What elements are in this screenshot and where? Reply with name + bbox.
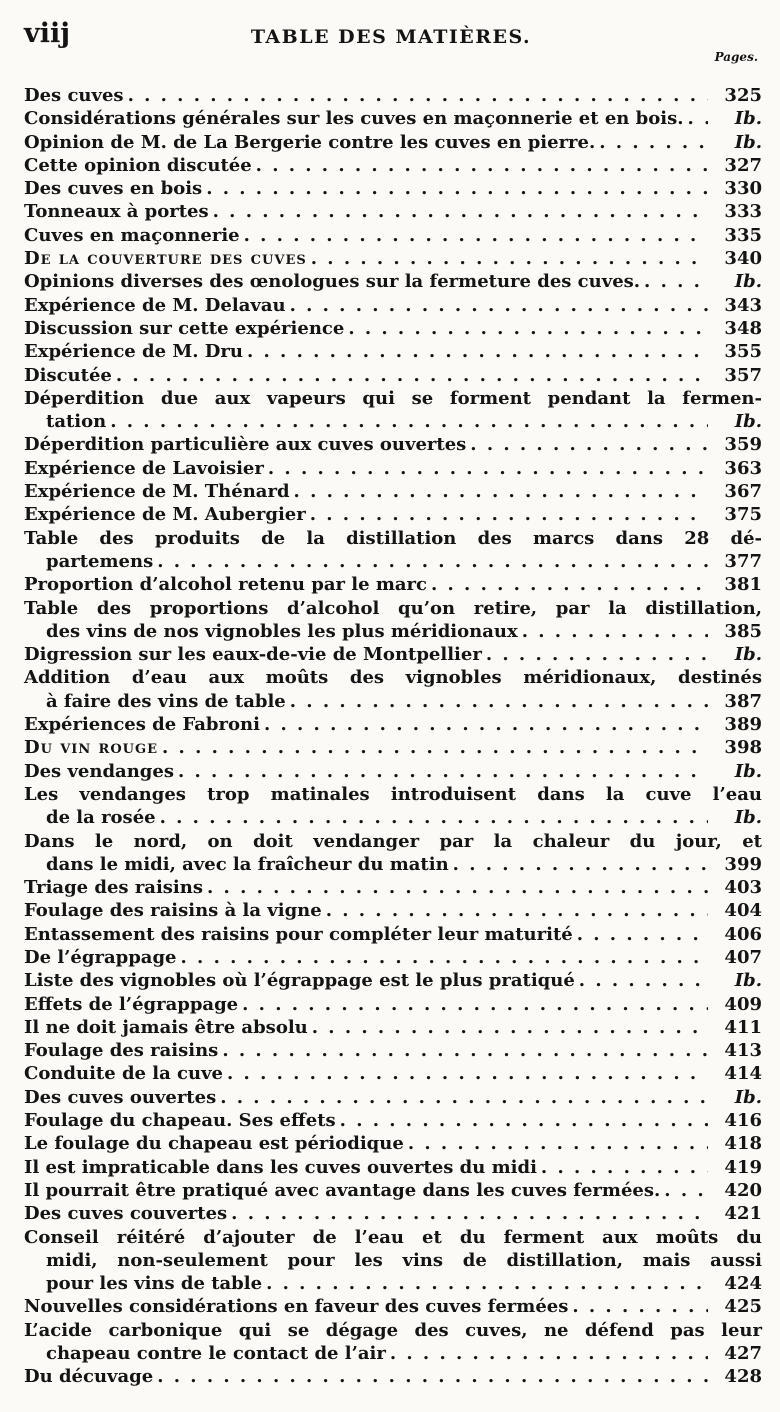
dot-leader [595,131,708,154]
dot-leader [307,247,708,270]
toc-page-number: 418 [724,1133,762,1155]
toc-page-number: 381 [724,574,762,596]
toc-entry-text: Entassement des raisins pour compléter leur maturité [24,923,573,945]
toc-page-number: 427 [724,1343,762,1365]
toc-entry [24,340,762,363]
toc-entry [24,433,762,456]
toc-entry [24,713,762,736]
toc-page-number: 359 [724,434,762,456]
toc-entry [24,247,762,270]
dot-leader [336,1109,708,1132]
toc-page-number: 357 [724,364,762,386]
toc-entry-text: De la couverture des cuves [24,248,307,270]
toc-entry [24,1156,762,1179]
toc-page-number: 414 [724,1063,762,1085]
toc-page-number: 348 [724,317,762,339]
toc-entry [24,364,762,387]
toc-page-number: 367 [724,481,762,503]
toc-entry-text: Proportion d’alcohol retenu par le marc [24,574,427,596]
toc-entry [24,154,762,177]
dot-leader [124,84,708,107]
toc-page-number: 377 [724,550,762,572]
dot-leader [466,433,708,456]
toc-entry [24,760,762,783]
toc-entry-text: Expérience de M. Thénard [24,481,290,503]
toc-entry-text: Triage des raisins [24,877,203,899]
toc-entry [24,480,762,503]
dot-leader [404,1132,708,1155]
toc-entry [24,993,762,1016]
toc-page-number: Ib. [734,644,762,666]
toc-entry-text: Discussion sur cette expérience [24,317,345,339]
toc-page-number: 375 [724,504,762,526]
dot-leader [153,550,708,573]
dot-leader [243,340,708,363]
toc-entry-text: Expérience de M. Dru [24,341,243,363]
dot-leader [308,1016,708,1039]
toc-page-number: 387 [724,690,762,712]
toc-page-number: Ib. [734,1086,762,1108]
toc-page-number: 330 [724,178,762,200]
toc-page-number: 398 [724,737,762,759]
dot-leader [286,294,708,317]
toc-entry [24,1179,762,1202]
toc-entry-continuation: tation [46,411,107,433]
toc-entry-text: Expérience de M. Aubergier [24,504,306,526]
toc-entry-text: Le foulage du chapeau est périodique [24,1133,404,1155]
pages-column-label: Pages. [714,50,758,64]
toc-page-number: 403 [724,877,762,899]
toc-page-number: 424 [724,1273,762,1295]
toc-entry-continuation: partemens [46,550,154,572]
toc-page-number: Ib. [734,807,762,829]
toc-entry-text: Liste des vignobles où l’égrappage est le plus pratiqué [24,970,575,992]
dot-leader [156,806,708,829]
toc-entry [24,946,762,969]
toc-entry [24,1202,762,1225]
dot-leader [227,1202,708,1225]
dot-leader [573,923,708,946]
dot-leader [386,1342,708,1365]
toc-entry-text: Il est impraticable dans les cuves ouvertes du midi [24,1156,537,1178]
toc-entry-text: Foulage des raisins à la vigne [24,900,322,922]
dot-leader [262,1272,708,1295]
toc-page-number: Ib. [734,271,762,293]
dot-leader [260,713,708,736]
toc-entry [24,527,762,574]
toc-entry-text: Table des produits de la distillation des marcs dans 28 dé- [24,527,762,549]
toc-entry [24,1039,762,1062]
toc-entry [24,899,762,922]
toc-entry [24,1086,762,1109]
toc-page-number: 411 [724,1016,762,1038]
dot-leader [482,643,708,666]
toc-entry-text: Conseil réitéré d’ajouter de l’eau et du ferment aux moûts du [24,1226,762,1248]
dot-leader [106,410,708,433]
toc-entry-text: Déperdition particulière aux cuves ouvertes [24,434,467,456]
toc-entry-text: Déperdition due aux vapeurs qui se forment pendant la fermen- [24,387,762,409]
toc-entry [24,1132,762,1155]
toc-entry-text: Conduite de la cuve [24,1063,223,1085]
dot-leader [252,154,708,177]
toc-page-number: 420 [724,1179,762,1201]
toc-page-number: 409 [724,993,762,1015]
toc-entry [24,666,762,713]
dot-leader [568,1295,708,1318]
toc-entry [24,177,762,200]
toc-entry [24,1016,762,1039]
dot-leader [158,736,708,759]
toc-entry-text: Des cuves [24,85,124,106]
toc-entry-text: Des cuves couvertes [24,1203,228,1225]
dot-leader [640,270,708,293]
toc-page-number: 416 [724,1110,762,1132]
toc-entry [24,1062,762,1085]
toc-entry-text: Expérience de M. Delavau [24,294,286,316]
toc-entry-text: Il pourrait être pratiqué avec avantage dans les cuves fermées. [24,1179,661,1201]
toc-entry-continuation: dans le midi, avec la fraîcheur du matin [46,853,449,875]
toc-entry [24,923,762,946]
page-title: TABLE DES MATIÈRES. [250,26,532,48]
toc-entry [24,1365,762,1388]
toc-entry-text: Discutée [24,364,112,386]
dot-leader [238,993,708,1016]
toc-page-number: 406 [724,923,762,945]
toc-page-number: Ib. [734,411,762,433]
dot-leader [537,1156,708,1179]
dot-leader [112,364,708,387]
dot-leader [216,1086,708,1109]
toc-page-number: 404 [724,900,762,922]
toc-entry-continuation: de la rosée [46,807,156,829]
dot-leader [218,1039,708,1062]
toc-entry-text: Considérations générales sur les cuves en maçonnerie et en bois. [24,108,684,130]
dot-leader [660,1179,708,1202]
toc-page-number: 425 [724,1296,762,1318]
toc-entry [24,503,762,526]
dot-leader [153,1365,708,1388]
toc-page-number: 327 [724,154,762,176]
toc-page-number: 419 [724,1156,762,1178]
toc-entry-text: Table des proportions d’alcohol qu’on retire, par la distillation, [24,597,762,619]
toc-entry-text: Les vendanges trop matinales introduisent dans la cuve l’eau [24,783,762,805]
toc-page-number: 335 [724,224,762,246]
toc-entry [24,783,762,830]
dot-leader [575,969,708,992]
dot-leader [518,620,708,643]
toc-entry-text: Des cuves ouvertes [24,1086,217,1108]
toc-page-number: 428 [724,1366,762,1388]
toc-entry-text: L’acide carbonique qui se dégage des cuves, ne défend pas leur [24,1319,762,1341]
toc-entry [24,294,762,317]
toc-entry-text: Opinion de M. de La Bergerie contre les cuves en pierre. [24,131,596,153]
toc-entry [24,1295,762,1318]
toc-page-number: Ib. [734,970,762,992]
toc-page-number: 385 [724,620,762,642]
dot-leader [322,899,708,922]
toc-entry-text: Du vin rouge [24,737,159,759]
toc-entry-text: Cette opinion discutée [24,154,252,176]
toc-entry-text: Nouvelles considérations en faveur des cuves fermées [24,1296,569,1318]
dot-leader [223,1062,708,1085]
dot-leader [202,177,708,200]
dot-leader [449,853,708,876]
toc-page-number: 407 [724,946,762,968]
table-of-contents [24,84,762,1389]
toc-entry-continuation: chapeau contre le contact de l’air [46,1343,386,1365]
dot-leader [264,457,708,480]
toc-entry [24,107,762,130]
page-number: viij [24,18,70,49]
toc-entry-text: Des vendanges [24,760,174,782]
toc-entry [24,1319,762,1366]
dot-leader [290,480,708,503]
toc-page-number: Ib. [734,131,762,153]
toc-entry-text: Dans le nord, on doit vendanger par la chaleur du jour, et [24,830,762,852]
toc-entry-text: Tonneaux à portes [24,201,209,223]
toc-entry-text: Addition d’eau aux moûts des vignobles méridionaux, destinés [24,667,762,689]
toc-entry-continuation: midi, non-seulement pour les vins de distillation, mais aussi [46,1249,762,1271]
toc-page-number: 355 [724,341,762,363]
dot-leader [427,573,708,596]
dot-leader [209,200,708,223]
toc-entry-text: Expériences de Fabroni [24,714,260,736]
toc-page-number: 399 [724,853,762,875]
toc-entry [24,969,762,992]
dot-leader [306,503,708,526]
toc-entry [24,1109,762,1132]
toc-page-number: 325 [724,85,762,106]
toc-page-number: Ib. [734,108,762,130]
toc-entry-continuation: des vins de nos vignobles les plus méridionaux [46,620,518,642]
toc-entry-text: Opinions diverses des œnologues sur la fermeture des cuves. [24,271,641,293]
toc-page-number: 343 [724,294,762,316]
toc-entry [24,830,762,877]
dot-leader [344,317,708,340]
toc-entry [24,597,762,644]
toc-entry [24,736,762,759]
toc-entry [24,224,762,247]
dot-leader [286,690,708,713]
dot-leader [683,107,708,130]
toc-entry [24,270,762,293]
toc-entry [24,317,762,340]
dot-leader [177,946,709,969]
toc-page-number: Ib. [734,760,762,782]
toc-entry [24,457,762,480]
toc-entry [24,131,762,154]
dot-leader [203,876,708,899]
toc-entry-text: Cuves en maçonnerie [24,224,240,246]
toc-entry-text: De l’égrappage [24,946,177,968]
toc-entry-text: Effets de l’égrappage [24,993,239,1015]
toc-entry [24,876,762,899]
page-header [24,14,758,54]
toc-entry-continuation: à faire des vins de table [46,690,286,712]
toc-page-number: 333 [724,201,762,223]
toc-page-number: 363 [724,457,762,479]
toc-entry [24,387,762,434]
toc-page-number: 340 [724,248,762,270]
toc-entry [24,573,762,596]
toc-entry-text: Foulage du chapeau. Ses effets [24,1110,336,1132]
toc-entry-continuation: pour les vins de table [46,1273,263,1295]
toc-entry [24,200,762,223]
toc-entry-text: Du décuvage [24,1366,154,1388]
toc-page-number: 413 [724,1040,762,1062]
toc-entry-text: Expérience de Lavoisier [24,457,264,479]
dot-leader [174,760,708,783]
toc-entry [24,1226,762,1296]
dot-leader [240,224,708,247]
toc-entry-text: Il ne doit jamais être absolu [24,1016,308,1038]
toc-entry [24,643,762,666]
toc-entry-text: Des cuves en bois [24,178,203,200]
toc-entry-text: Digression sur les eaux-de-vie de Montpellier [24,644,482,666]
toc-entry-text: Foulage des raisins [24,1040,219,1062]
toc-entry [24,84,762,107]
toc-page-number: 421 [724,1203,762,1225]
toc-page-number: 389 [724,714,762,736]
